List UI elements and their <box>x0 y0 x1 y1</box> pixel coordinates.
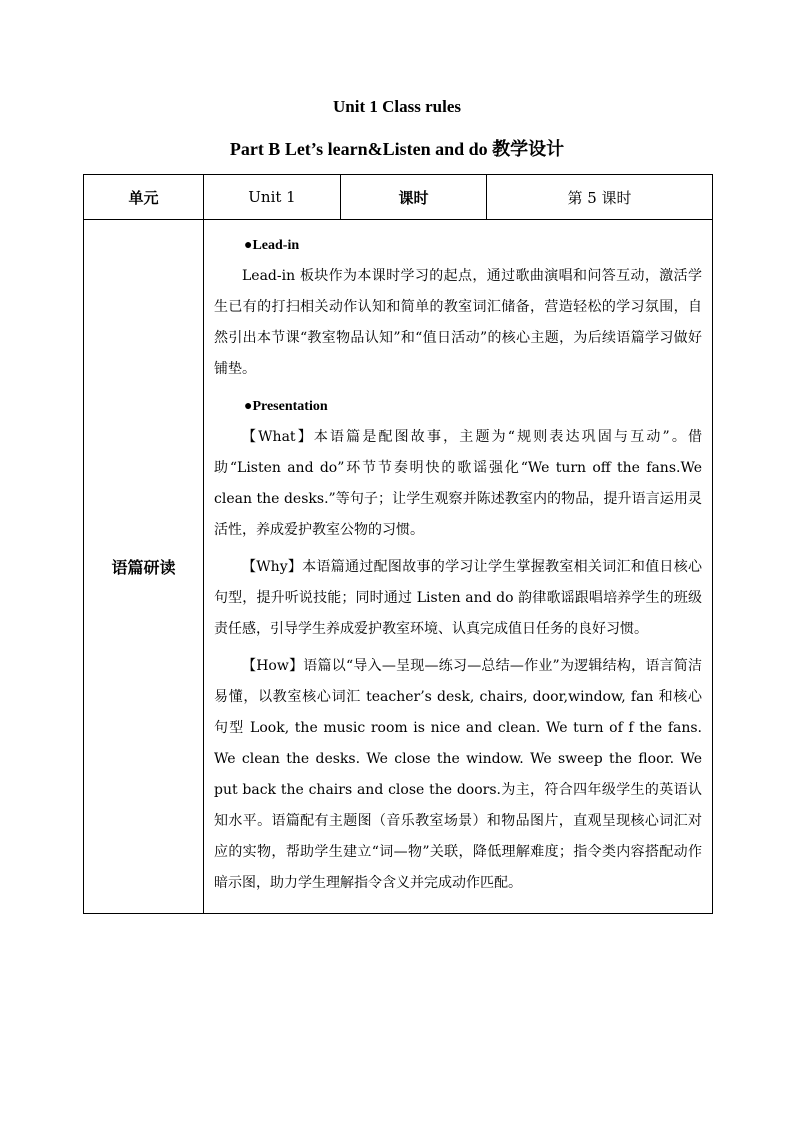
content-cell <box>204 220 713 914</box>
how-paragraph: 【How】语篇以“导入—呈现—练习—总结—作业”为逻辑结构，语言简洁易懂，以教室核心词汇 teacher’s desk, chairs, door,window, fan 和核心句型 Look, the music room is nice and clean. We turn of f the fans. We clean the desks. We close the window. We sweep the floor. We put back the chairs and close the doors.为主，符合四年级学生的英语认知水平。语篇配有主题图（音乐教室场景）和物品图片，直观呈现核心词汇对应的实物，帮助学生建立“词—物”关联，降低理解难度；指令类内容搭配动作暗示图，助力学生理解指令含义并完成动作匹配。 <box>214 658 702 891</box>
document-title: Unit 1 Class rules <box>333 97 461 116</box>
unit-value-cell: Unit 1 <box>204 175 341 220</box>
unit-label-cell: 单元 <box>84 175 204 220</box>
leadin-heading: ●Lead-in <box>244 238 300 253</box>
lesson-label-cell: 课时 <box>341 175 487 220</box>
why-paragraph: 【Why】本语篇通过配图故事的学习让学生掌握教室相关词汇和值日核心句型，提升听说技能；同时通过 Listen and do 韵律歌谣跟唱培养学生的班级责任感，引导学生养成爱护教室环境、认真完成值日任务的良好习惯。 <box>214 559 702 637</box>
lesson-value-cell: 第 5 课时 <box>487 175 713 220</box>
what-paragraph: 【What】本语篇是配图故事，主题为“规则表达巩固与互动”。借助“Listen and do”环节节奏明快的歌谣强化“We turn off the fans.We clean the desks.”等句子；让学生观察并陈述教室内的物品，提升语言运用灵活性，养成爱护教室公物的习惯。 <box>214 429 702 538</box>
table-header-row <box>84 175 713 220</box>
document-subtitle: Part B Let’s learn&Listen and do 教学设计 <box>229 139 565 159</box>
text-analysis-row <box>84 220 713 914</box>
lesson-plan-table <box>83 174 713 914</box>
row-label-cell: 语篇研读 <box>84 220 204 914</box>
presentation-heading: ●Presentation <box>244 399 328 414</box>
leadin-paragraph: Lead-in 板块作为本课时学习的起点，通过歌曲演唱和问答互动，激活学生已有的打扫相关动作认知和简单的教室词汇储备，营造轻松的学习氛围，自然引出本节课“教室物品认知”和“值日活动”的核心主题，为后续语篇学习做好铺垫。 <box>214 268 702 377</box>
